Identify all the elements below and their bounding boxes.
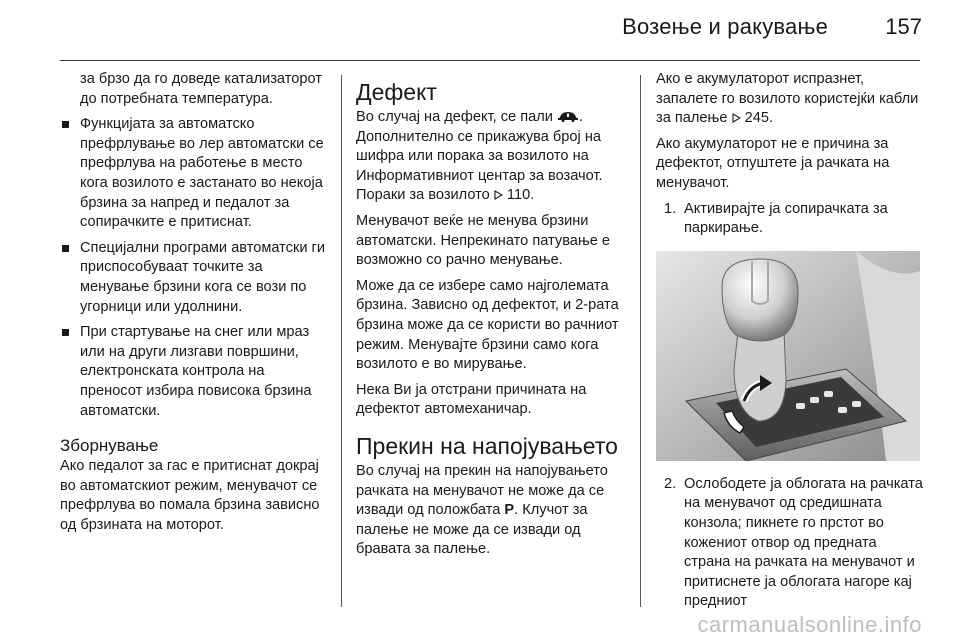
release-paragraph: Ако акумулаторот не е причина за дефектот, отпуштете ја рачката на менувачот.: [656, 135, 890, 191]
battery-paragraph: Ако е акумулаторот испразнет, запалете го возилото користејќи кабли за палење 245.: [656, 71, 919, 127]
list-item: 2. Ослободете ја облогата на рачката на менувачот од средишната конзола; пикнете го прстот во кожениот отвор од предната страна на рачката на менувачот и притиснете ја облогата нагоре кај предниот: [664, 475, 923, 610]
list-item: При стартување на снег или мраз или на други лизгави површини, електронската контрола на преносот избира повисока брзина автоматски.: [60, 323, 328, 421]
fault-paragraph-1: Во случај на дефект, се пали . Дополнително се прикажува број на шифра или порака за возилото на Информативниот центар за возачот. Пораки за возилото 110.: [356, 109, 603, 204]
intro-text: за брзо да го доведе катализаторот до потребната температура.: [80, 71, 322, 107]
bullet-square-icon: [62, 245, 69, 252]
column-1: [60, 70, 328, 541]
car-warning-icon: [557, 110, 579, 122]
fault-heading: Дефект: [356, 79, 437, 105]
list-item: Функцијата за автоматско префрлување во лер автоматски се префрлува на работење в место кога возилото е застанато во некоја брзина за напред и педалот за сопирачките е притиснат.: [60, 115, 328, 233]
kickdown-heading: Зборнување: [60, 436, 159, 456]
power-heading: Прекин на напојувањето: [356, 432, 618, 459]
list-item: Специјални програми автоматски ги приспособуваат точките за менување брзини кога се вози по угорници или удолнини.: [60, 239, 328, 317]
page-number: 157: [885, 14, 922, 39]
watermark-logo: carmanualsonline.info: [697, 612, 922, 637]
bullet-square-icon: [62, 329, 69, 336]
reference-arrow-icon: [732, 113, 741, 123]
column-divider-2: [640, 75, 641, 607]
column-3: [656, 70, 924, 612]
column-2: [356, 70, 626, 566]
column-divider-1: [341, 75, 342, 607]
kickdown-text: Ако педалот за гас е притиснат докрај во автоматскиот режим, менувачот се префрлува во помала брзина зависно од брзината на моторот.: [60, 458, 320, 533]
fault-paragraph-2: Менувачот веќе не менува брзини автоматски. Непрекинато патување е возможно со рачно менување.: [356, 212, 611, 269]
header-rule: [60, 60, 920, 61]
fault-paragraph-3: Може да се избере само најголемата брзина. Зависно од дефектот, и 2-рата брзина може да се користи во рачниот режим. Менувајте брзини само кога возилото е во мирување.: [356, 277, 619, 373]
gear-lever-image: [656, 251, 920, 461]
gear-lever-illustration: [656, 251, 920, 461]
bullet-square-icon: [62, 121, 69, 128]
fault-paragraph-4: Нека Ви ја отстрани причината на дефектот автомеханичар.: [356, 381, 587, 418]
header-title: Возење и ракување: [622, 14, 828, 39]
power-paragraph: Во случај на прекин на напојувањето рачката на менувачот не може да се извади од положбата P. Клучот за палење не може да се извади од бравата за палење.: [356, 462, 608, 558]
list-item: 1. Активирајте ја сопирачката за паркирање.: [664, 200, 888, 237]
reference-arrow-icon: [494, 190, 503, 200]
